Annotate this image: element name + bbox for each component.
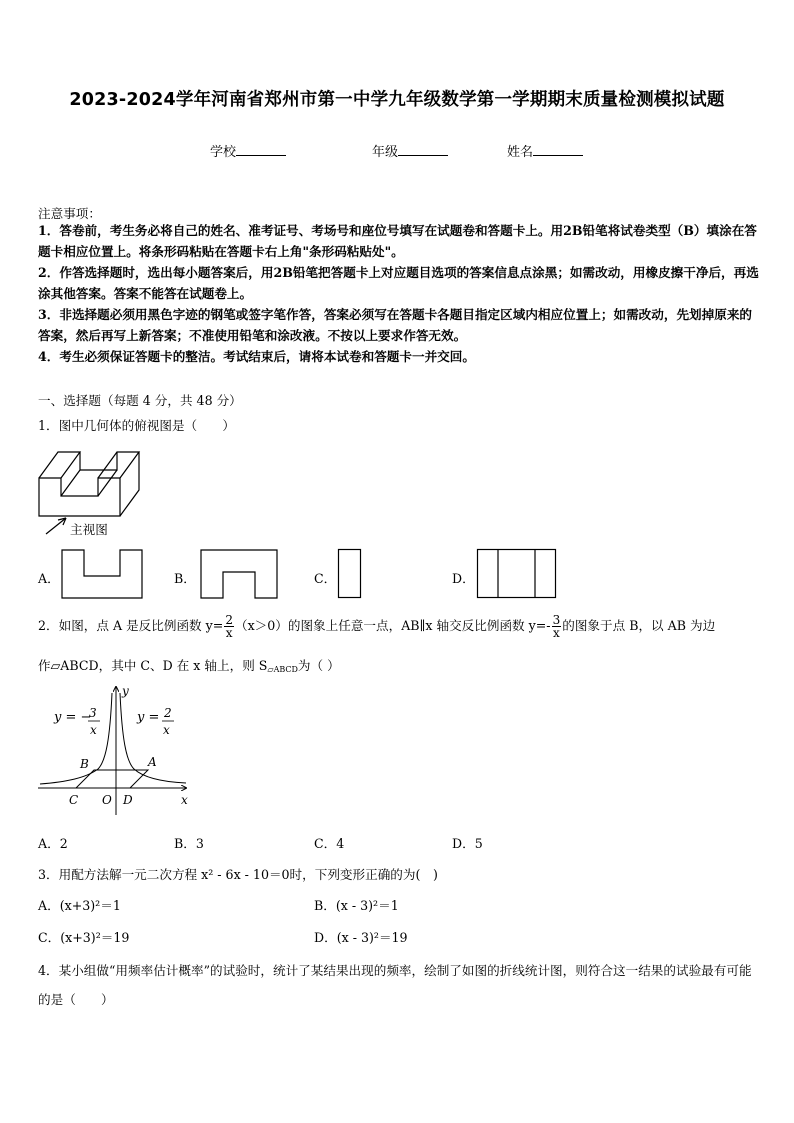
label-d: D — [123, 793, 133, 807]
q2-fraction-2: $\frac{3}{x}$ — [552, 613, 561, 640]
parallelogram — [76, 770, 148, 788]
front-view-label: 主视图 — [70, 522, 108, 537]
q3-option-d[interactable]: D．(x - 3)²＝19 — [314, 930, 408, 945]
grade-label: 年级 — [372, 145, 399, 160]
svg-text:x: x — [90, 723, 97, 737]
q4-stem: 4．某小组做“用频率估计概率”的试验时，统计了某结果出现的频率，绘制了如图的折线统计图，则符合这一结果的试验最有可能的是（ ） — [38, 963, 752, 1007]
label-o: O — [102, 793, 112, 807]
name-blank[interactable] — [533, 143, 583, 156]
page-title: 2023-2024学年河南省郑州市第一中学九年级数学第一学期期末质量检测模拟试题 — [69, 90, 725, 110]
q2-part3: 的图象于点 B，以 AB 为边 — [562, 618, 716, 633]
q2-part2: （x＞0）的图象上任意一点，AB∥x 轴交反比例函数 y=- — [234, 618, 551, 633]
school-blank[interactable] — [236, 143, 286, 156]
q2-option-b[interactable]: B．3 — [174, 836, 204, 851]
q2-option-d[interactable]: D．5 — [452, 836, 483, 851]
grade-blank[interactable] — [398, 143, 448, 156]
q2-stem-line1 — [38, 612, 715, 640]
q1-option-c-label[interactable]: C． — [314, 571, 337, 586]
q1-option-c-figure — [337, 548, 363, 600]
label-b: B — [80, 757, 89, 771]
q1-stem: 1．图中几何体的俯视图是（ ） — [38, 418, 235, 433]
q3-option-b[interactable]: B．(x - 3)²＝1 — [314, 898, 399, 913]
q2-option-c[interactable]: C．4 — [314, 836, 345, 851]
grade-field — [372, 141, 448, 160]
notice-heading: 注意事项： — [38, 206, 101, 221]
right-eq: y = — [137, 710, 160, 725]
notice-item-1: 1．答卷前，考生务必将自己的姓名、准考证号、考场号和座位号填写在试题卷和答题卡上。用2B铅笔将试卷类型（B）填涂在答题卡相应位置上。将条形码粘贴在答题卡右上角"条形码粘贴处"。 — [38, 223, 757, 259]
left-eq: y = − — [54, 710, 92, 725]
section-heading: 一、选择题（每题 4 分，共 48 分） — [38, 393, 242, 408]
q1-option-b-figure — [199, 548, 279, 600]
q2-option-a[interactable]: A．2 — [38, 836, 68, 851]
q2-graph — [36, 683, 196, 818]
q3-stem: 3．用配方法解一元二次方程 x² - 6x - 10＝0时，下列变形正确的为( ) — [38, 867, 438, 882]
notice-item-2: 2．作答选择题时，选出每小题答案后，用2B铅笔把答题卡上对应题目选项的答案信息点涂黑；如需改动，用橡皮擦干净后，再选涂其他答案。答案不能答在试题卷上。 — [38, 265, 759, 301]
svg-text:3: 3 — [89, 706, 97, 720]
school-field — [210, 141, 286, 160]
q3-option-c[interactable]: C．(x+3)²＝19 — [38, 930, 130, 945]
svg-text:2: 2 — [164, 706, 172, 720]
q1-option-d-figure — [476, 548, 558, 600]
name-label: 姓名 — [507, 145, 534, 160]
label-y: y — [122, 684, 129, 698]
name-field — [507, 141, 583, 160]
svg-text:x: x — [163, 723, 170, 737]
q1-option-b-label[interactable]: B． — [174, 571, 196, 586]
q2-part1: 2．如图，点 A 是反比例函数 y= — [38, 618, 224, 633]
q1-option-a-label[interactable]: A． — [38, 571, 60, 586]
notice-item-4: 4．考生必须保证答题卡的整洁。考试结束后，请将本试卷和答题卡一并交回。 — [38, 349, 475, 364]
label-c: C — [69, 793, 79, 807]
q3-option-a[interactable]: A．(x+3)²＝1 — [38, 898, 121, 913]
q1-option-a-figure — [60, 548, 144, 600]
q2-fraction-1: $\frac{2}{x}$ — [225, 613, 233, 640]
label-a: A — [148, 755, 157, 769]
q2-stem-line2: 作▱ABCD，其中 C、D 在 x 轴上，则 $S_{▱ABCD}$为（ ） — [38, 658, 340, 674]
q1-option-d-label[interactable]: D． — [452, 571, 475, 586]
notice-item-3: 3．非选择题必须用黑色字迹的钢笔或签字笔作答，答案必须写在答题卡各题目指定区域内相应位置上；如需改动，先划掉原来的答案，然后再写上新答案；不准使用铅笔和涂改液。不按以上要求作答无效。 — [38, 307, 753, 343]
label-x: x — [181, 793, 188, 807]
school-label: 学校 — [210, 145, 237, 160]
